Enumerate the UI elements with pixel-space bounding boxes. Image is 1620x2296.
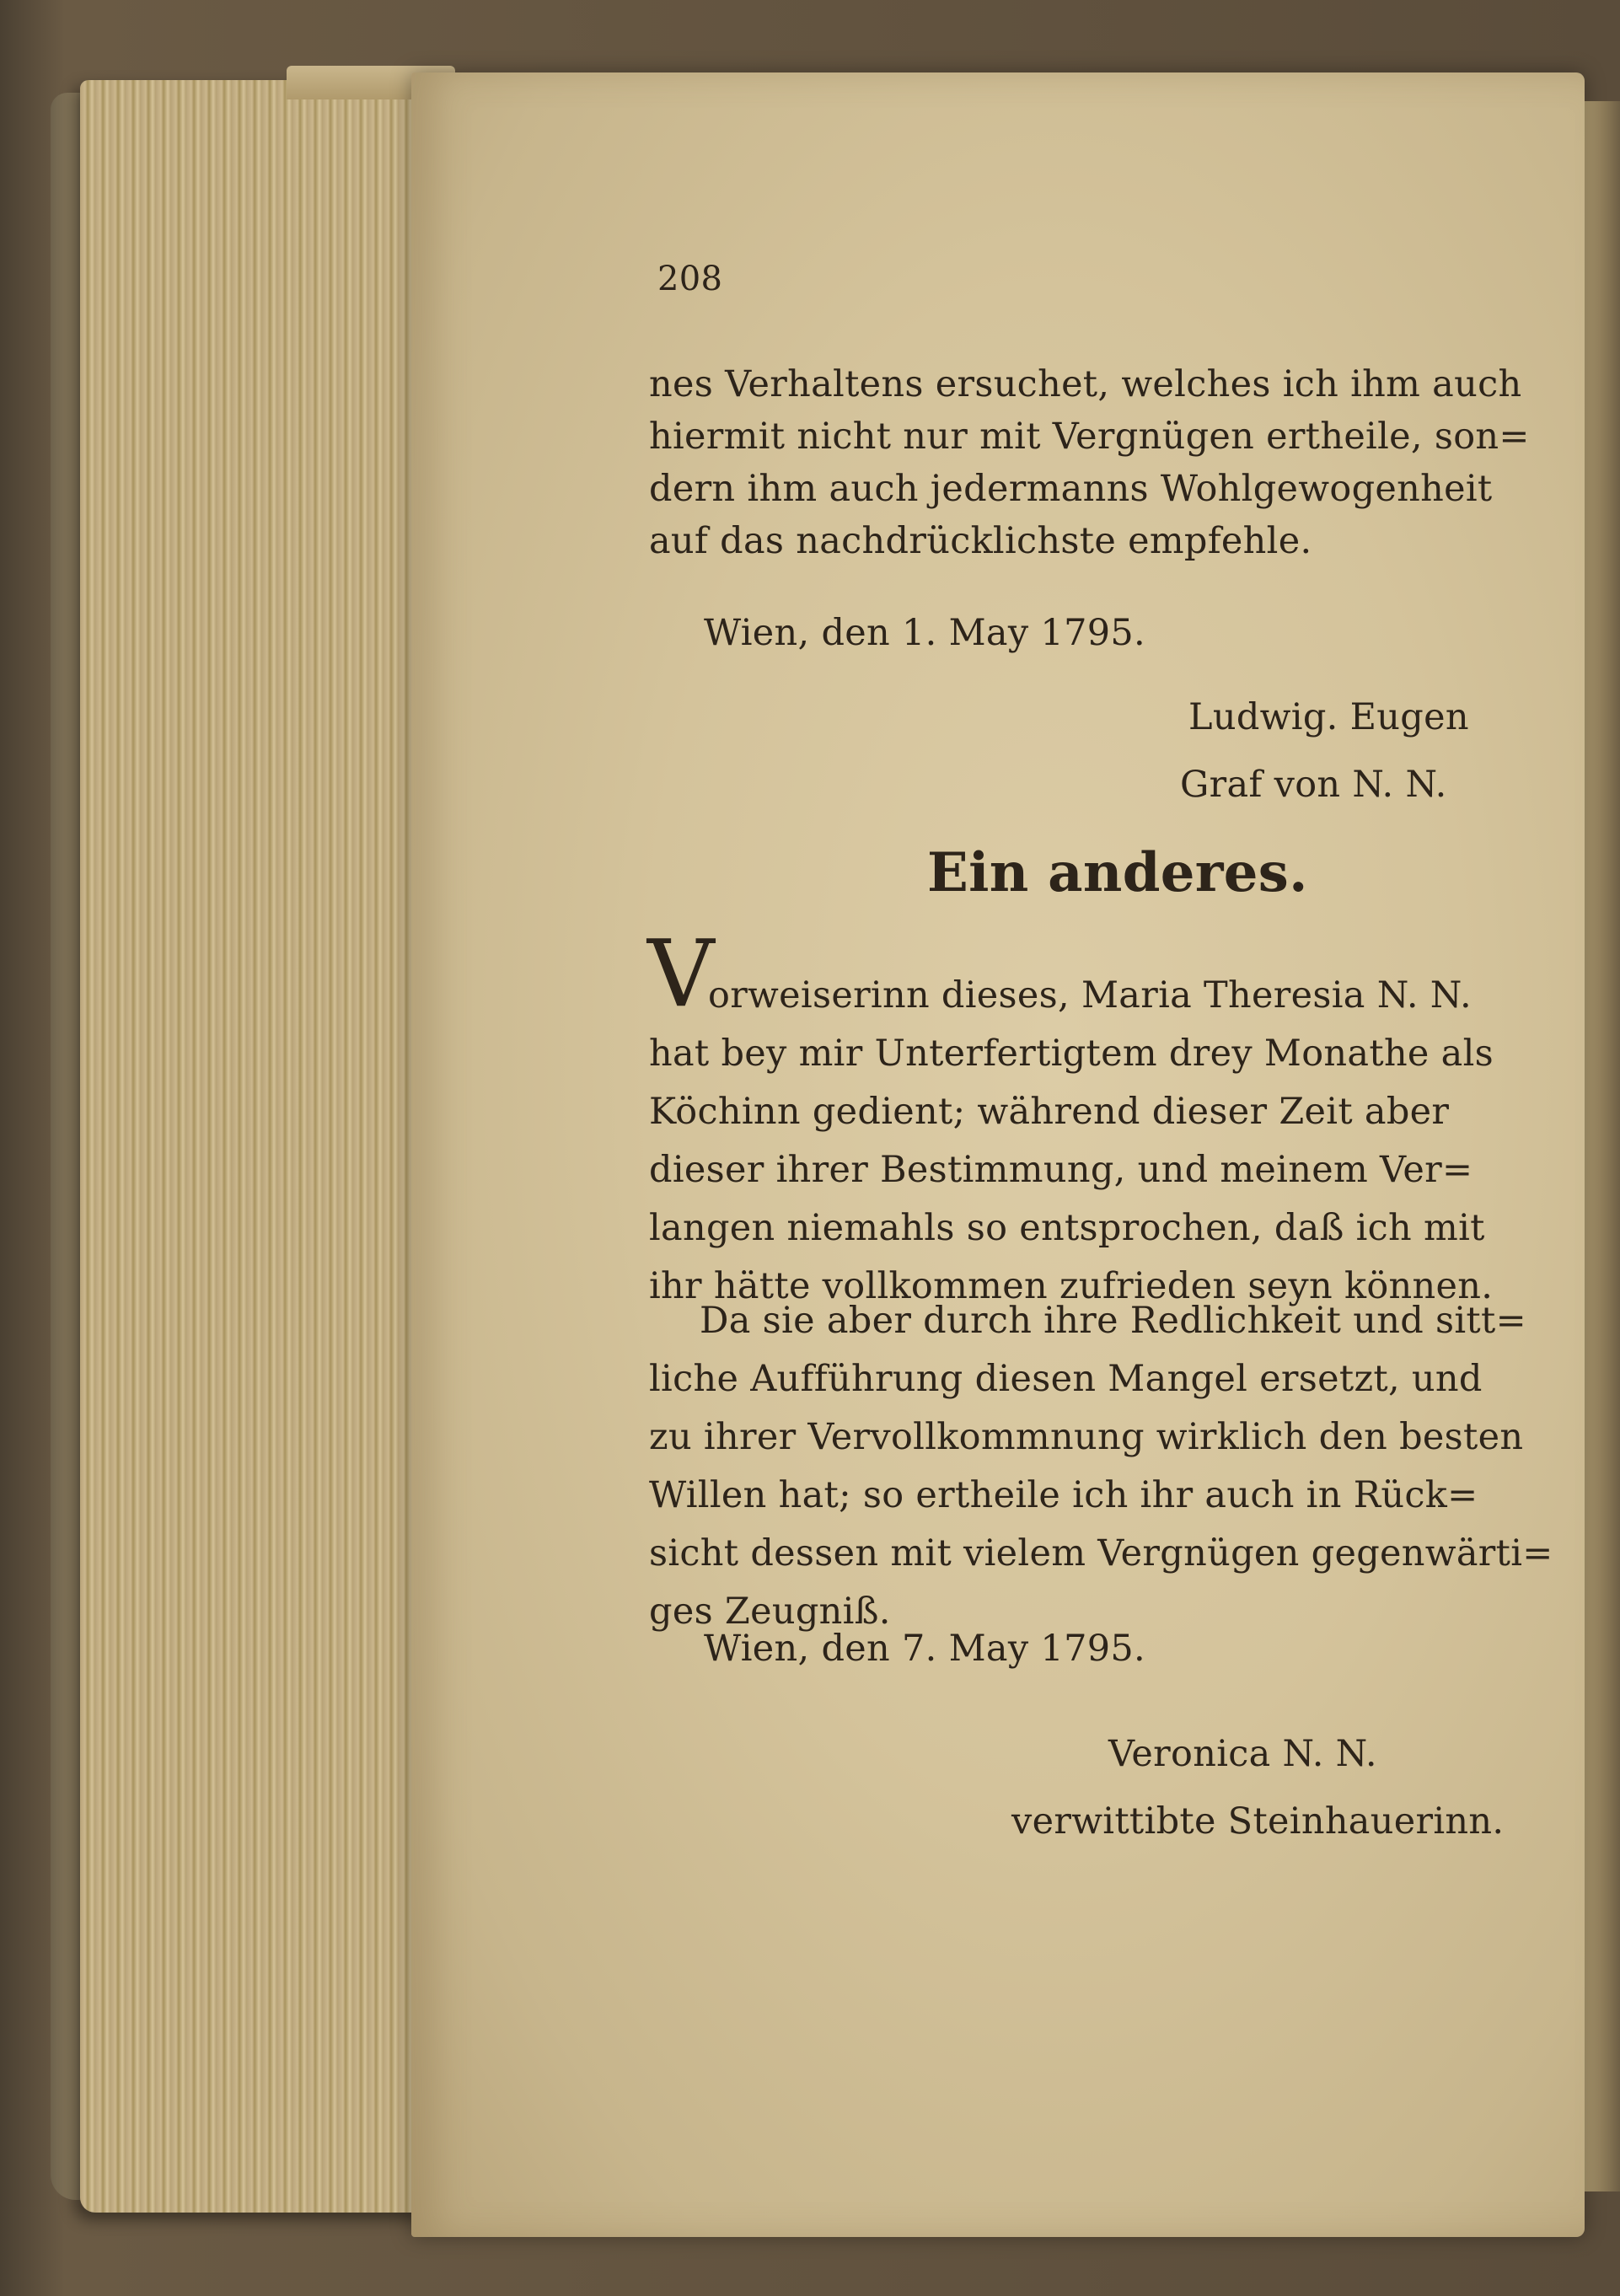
text-line: Willen hat; so ertheile ich ihr auch in Rück= [649,1474,1478,1516]
text-line: auf das nachdrücklichste empfehle. [649,520,1312,562]
paragraph-2 [649,969,1568,1318]
text-line: Da sie aber durch ihre Redlichkeit und sitt= [700,1300,1526,1342]
drop-cap: V [647,920,715,1027]
signature-1-title: Graf von N. N. [1180,764,1447,806]
signature-2-title: verwittibte Steinhauerinn. [1011,1800,1505,1843]
paragraph-1 [649,358,1568,567]
date-line-1: Wien, den 1. May 1795. [704,612,1146,654]
text-line: hiermit nicht nur mit Vergnügen ertheile, son= [649,416,1530,458]
signature-1-name: Ludwig. Eugen [1188,696,1469,738]
text-line: Köchinn gedient; während dieser Zeit aber [649,1091,1450,1133]
text-line: liche Aufführung diesen Mangel ersetzt, und [649,1358,1483,1400]
text-line: ges Zeugniß. [649,1591,891,1633]
text-line: orweiserinn dieses, Maria Theresia N. N. [708,974,1472,1017]
section-heading: Ein anderes. [927,841,1308,904]
text-line: sicht dessen mit vielem Vergnügen gegenwärti= [649,1532,1553,1574]
paragraph-3 [649,1295,1568,1644]
text-line: dieser ihrer Bestimmung, und meinem Ver= [649,1149,1473,1191]
signature-2-name: Veronica N. N. [1108,1733,1377,1775]
text-line: langen niemahls so entsprochen, daß ich mit [649,1207,1485,1249]
text-line: ihr hätte vollkommen zufrieden seyn können. [649,1265,1494,1307]
page-edges [80,80,426,2213]
page-number: 208 [657,260,723,298]
text-line: zu ihrer Vervollkommnung wirklich den besten [649,1416,1524,1458]
text-line: hat bey mir Unterfertigtem drey Monathe als [649,1033,1494,1075]
date-line-2: Wien, den 7. May 1795. [704,1628,1146,1670]
text-line: dern ihm auch jedermanns Wohlgewogenheit [649,468,1493,510]
facing-page-edge [1585,101,1620,2191]
text-line: nes Verhaltens ersuchet, welches ich ihm auch [649,363,1522,405]
